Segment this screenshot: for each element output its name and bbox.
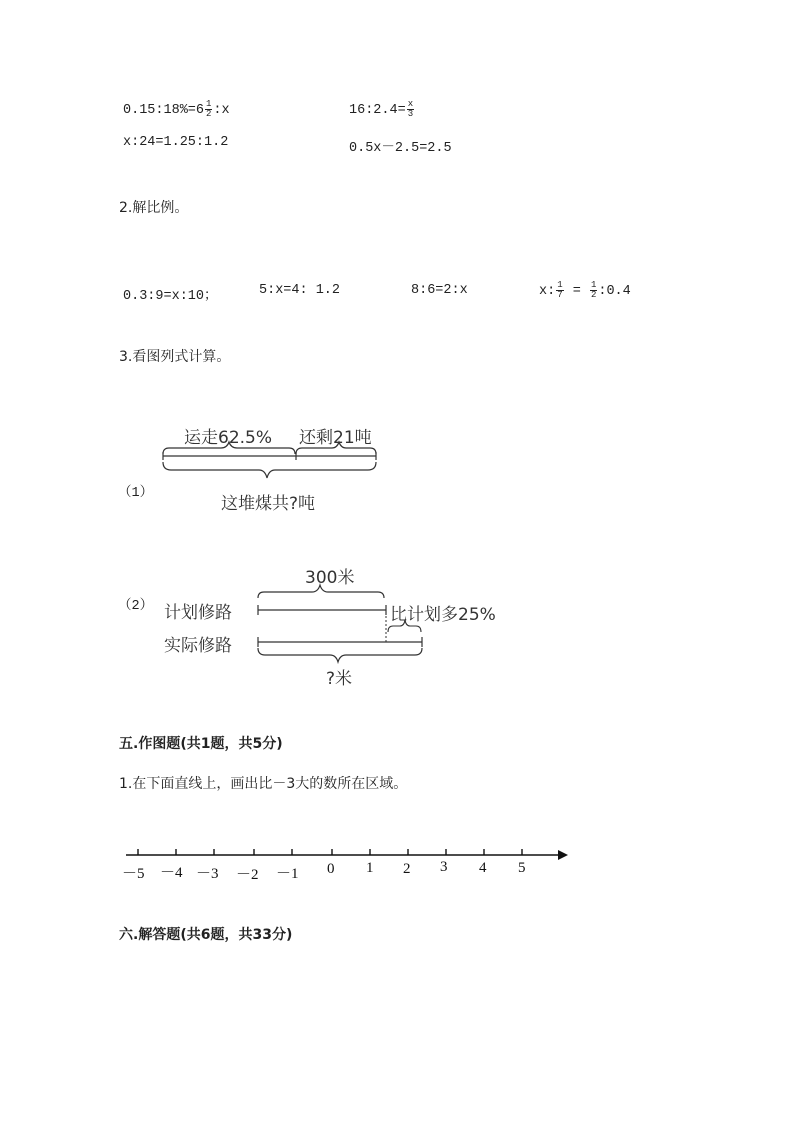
figure-1-diagram	[155, 440, 390, 495]
figure-2-diagram	[250, 580, 430, 665]
proportion-1: 0.3:9=x:10；	[123, 289, 218, 304]
fraction-one-seventh: $\frac{1}{7}$	[557, 280, 563, 300]
fraction-one-half: $\frac{1}{2}$	[206, 99, 212, 119]
tick-label-neg2: －2	[236, 867, 259, 883]
question-2-title: 2.解比例。	[119, 200, 189, 216]
section-5-title: 五.作图题(共1题，共5分)	[119, 736, 283, 752]
tick-label-neg3: －3	[196, 866, 219, 882]
figure-1-bottom-label: 这堆煤共?吨	[221, 494, 316, 514]
tick-label-2: 2	[403, 861, 411, 877]
proportion-3: 8:6=2:x	[411, 283, 468, 298]
figure-2-side-label: 比计划多25%	[390, 605, 496, 625]
equation-2-part-a: 16:2.4=	[349, 103, 406, 119]
section-5-question-1: 1.在下面直线上，画出比－3大的数所在区域。	[119, 776, 408, 792]
equation-1	[123, 100, 230, 119]
tick-label-4: 4	[479, 860, 487, 876]
figure-2-bottom-label: ?米	[326, 669, 353, 689]
figure-2-index: （2）	[118, 599, 154, 614]
tick-label-0: 0	[327, 861, 335, 877]
section-6-title: 六.解答题(共6题，共33分)	[119, 927, 293, 943]
equation-2	[349, 100, 415, 119]
tick-label-1: 1	[366, 860, 374, 876]
figure-2-top-label: 300米	[305, 568, 355, 588]
fraction-one-half-b: $\frac{1}{2}$	[590, 280, 597, 300]
proportion-2: 5:x=4: 1.2	[259, 283, 341, 298]
equation-1-part-b: :x	[213, 103, 230, 119]
figure-1-top-left-label: 运走62.5%	[184, 428, 273, 448]
equation-4: 0.5x－2.5=2.5	[349, 141, 452, 156]
tick-label-neg1: －1	[276, 866, 299, 882]
equation-3: x:24=1.25:1.2	[123, 135, 229, 150]
figure-1-top-right-label: 还剩21吨	[299, 428, 372, 448]
tick-label-neg4: －4	[160, 865, 183, 881]
figure-1-index: （1）	[118, 486, 154, 501]
figure-2-row2-label: 实际修路	[164, 636, 232, 656]
proportion-4: x: $\frac{1}{7}$ = $\frac{1}{2}$ :0.4	[539, 280, 631, 300]
question-3-title: 3.看图列式计算。	[119, 349, 231, 365]
equation-1-part-a: 0.15:18%=6	[123, 103, 205, 119]
figure-2-row1-label: 计划修路	[164, 603, 232, 623]
tick-label-5: 5	[518, 860, 526, 876]
tick-label-3: 3	[440, 859, 448, 875]
fraction-x-over-3: $\frac{x}{3}$	[407, 99, 414, 119]
tick-label-neg5: －5	[122, 866, 145, 882]
number-line	[120, 845, 580, 865]
